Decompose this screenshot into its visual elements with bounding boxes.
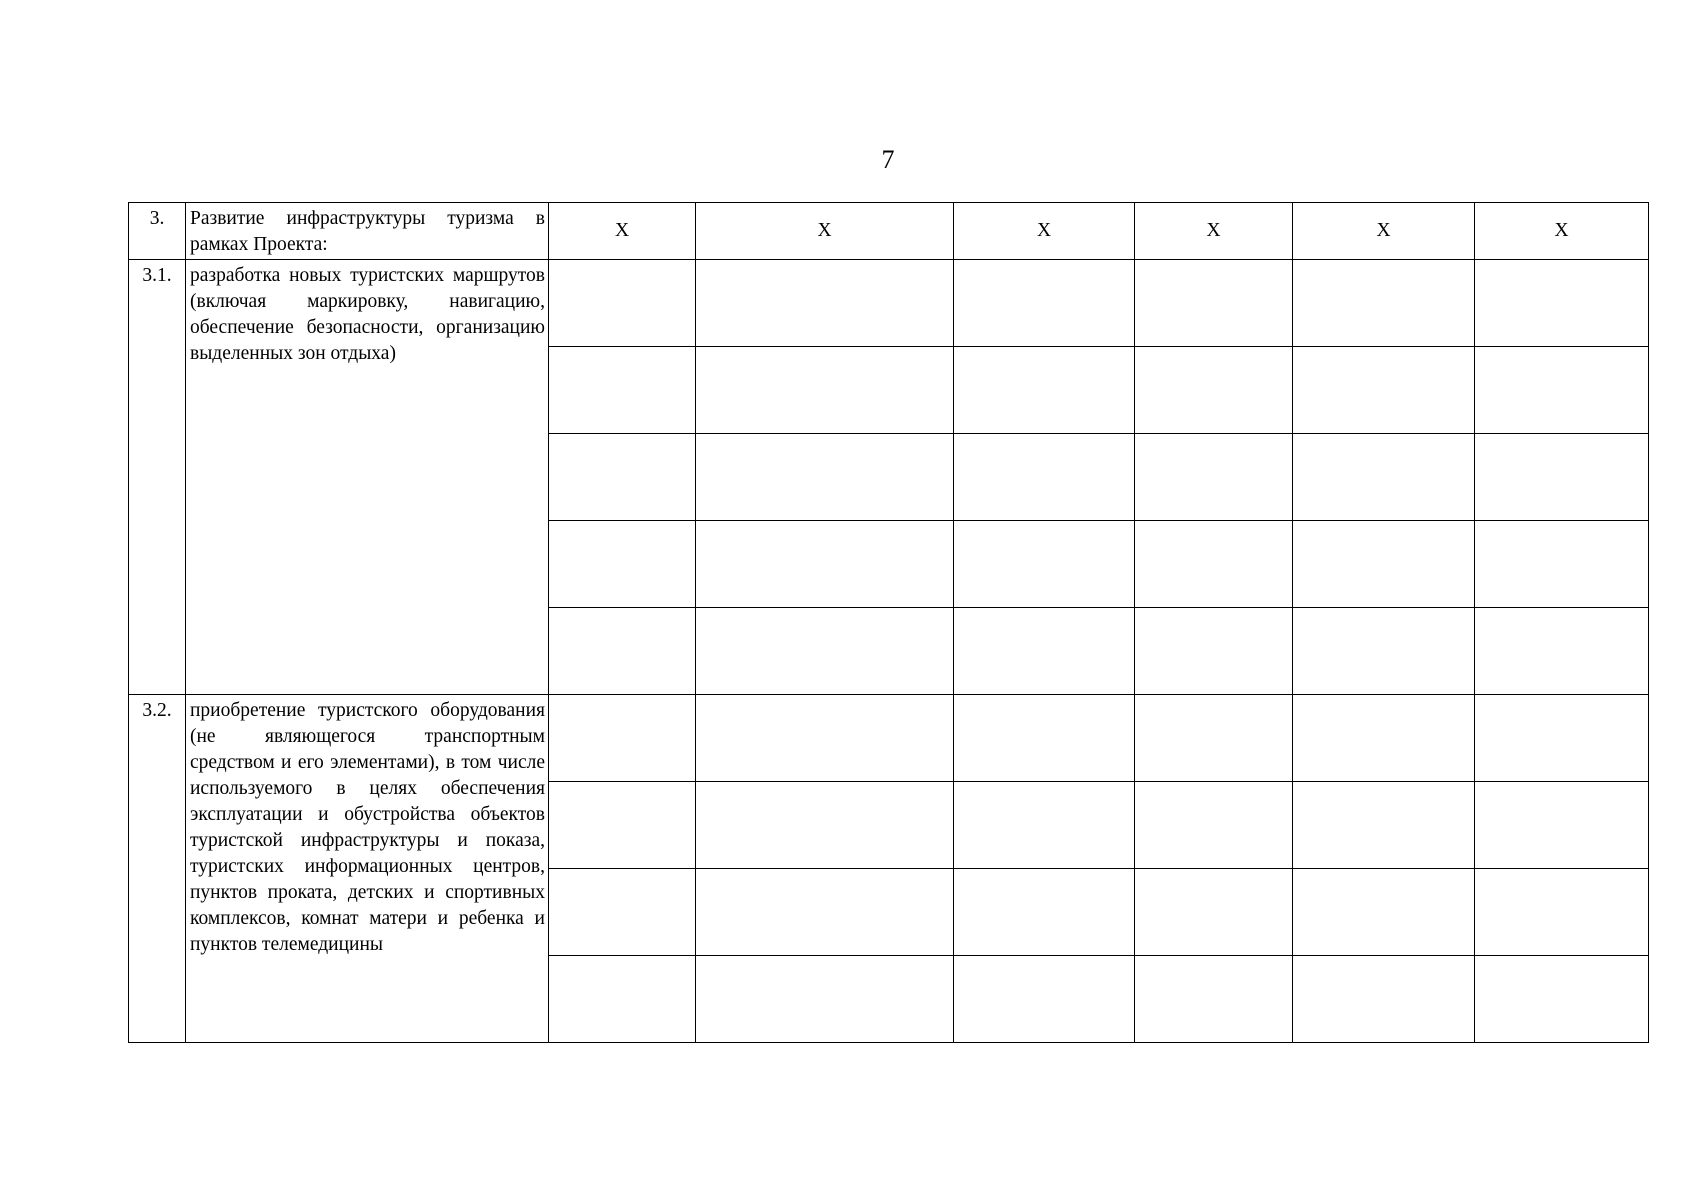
table-row <box>129 695 1649 782</box>
empty-cell <box>1475 347 1649 434</box>
table-row <box>129 260 1649 347</box>
empty-cell <box>1293 782 1475 869</box>
empty-cell <box>1135 869 1293 956</box>
empty-cell <box>1135 608 1293 695</box>
empty-cell <box>1135 434 1293 521</box>
empty-cell <box>696 608 954 695</box>
item-description: приобретение туристского оборудования (не являющегося транспортным средством и его элементами), в том числе используемого в целях обеспечения эксплуатации и обустройства объектов туристской инфраструктуры и показа, туристских информационных центров, пунктов проката, детских и спортивных комплексов, комнат матери и ребенка и пунктов телемедицины <box>186 695 549 1043</box>
x-mark-cell: Х <box>954 203 1135 260</box>
empty-cell <box>1293 347 1475 434</box>
empty-cell <box>696 521 954 608</box>
x-mark-cell: Х <box>696 203 954 260</box>
empty-cell <box>1135 782 1293 869</box>
empty-cell <box>696 695 954 782</box>
empty-cell <box>696 869 954 956</box>
page-number: 7 <box>881 145 895 174</box>
empty-cell <box>1475 260 1649 347</box>
section-title: Развитие инфраструктуры туризма в рамках Проекта: <box>186 203 549 260</box>
empty-cell <box>696 347 954 434</box>
empty-cell <box>696 956 954 1043</box>
empty-cell <box>1293 608 1475 695</box>
empty-cell <box>1293 260 1475 347</box>
empty-cell <box>954 434 1135 521</box>
empty-cell <box>954 608 1135 695</box>
empty-cell <box>1135 521 1293 608</box>
empty-cell <box>1293 695 1475 782</box>
empty-cell <box>1135 956 1293 1043</box>
section-number: 3. <box>129 203 186 260</box>
empty-cell <box>954 521 1135 608</box>
empty-cell <box>549 608 696 695</box>
empty-cell <box>1293 434 1475 521</box>
empty-cell <box>954 782 1135 869</box>
empty-cell <box>1135 260 1293 347</box>
empty-cell <box>1475 782 1649 869</box>
x-mark-cell: Х <box>1135 203 1293 260</box>
item-number: 3.1. <box>129 260 186 695</box>
empty-cell <box>696 260 954 347</box>
empty-cell <box>1475 608 1649 695</box>
empty-cell <box>1475 521 1649 608</box>
empty-cell <box>1475 956 1649 1043</box>
empty-cell <box>549 347 696 434</box>
empty-cell <box>549 521 696 608</box>
empty-cell <box>954 956 1135 1043</box>
empty-cell <box>1135 347 1293 434</box>
empty-cell <box>954 869 1135 956</box>
empty-cell <box>1475 869 1649 956</box>
empty-cell <box>1293 869 1475 956</box>
empty-cell <box>954 260 1135 347</box>
x-mark-cell: Х <box>1293 203 1475 260</box>
empty-cell <box>1475 434 1649 521</box>
empty-cell <box>549 782 696 869</box>
empty-cell <box>954 695 1135 782</box>
budget-table <box>128 202 1649 1043</box>
empty-cell <box>1135 695 1293 782</box>
x-mark-cell: Х <box>549 203 696 260</box>
section-row <box>129 203 1649 260</box>
empty-cell <box>549 695 696 782</box>
empty-cell <box>696 782 954 869</box>
x-mark-cell: Х <box>1475 203 1649 260</box>
empty-cell <box>1293 521 1475 608</box>
item-number: 3.2. <box>129 695 186 1043</box>
empty-cell <box>549 260 696 347</box>
empty-cell <box>1475 695 1649 782</box>
item-description: разработка новых туристских маршрутов (включая маркировку, навигацию, обеспечение безопасности, организацию выделенных зон отдыха) <box>186 260 549 695</box>
empty-cell <box>549 956 696 1043</box>
empty-cell <box>954 347 1135 434</box>
empty-cell <box>549 434 696 521</box>
empty-cell <box>696 434 954 521</box>
empty-cell <box>1293 956 1475 1043</box>
empty-cell <box>549 869 696 956</box>
